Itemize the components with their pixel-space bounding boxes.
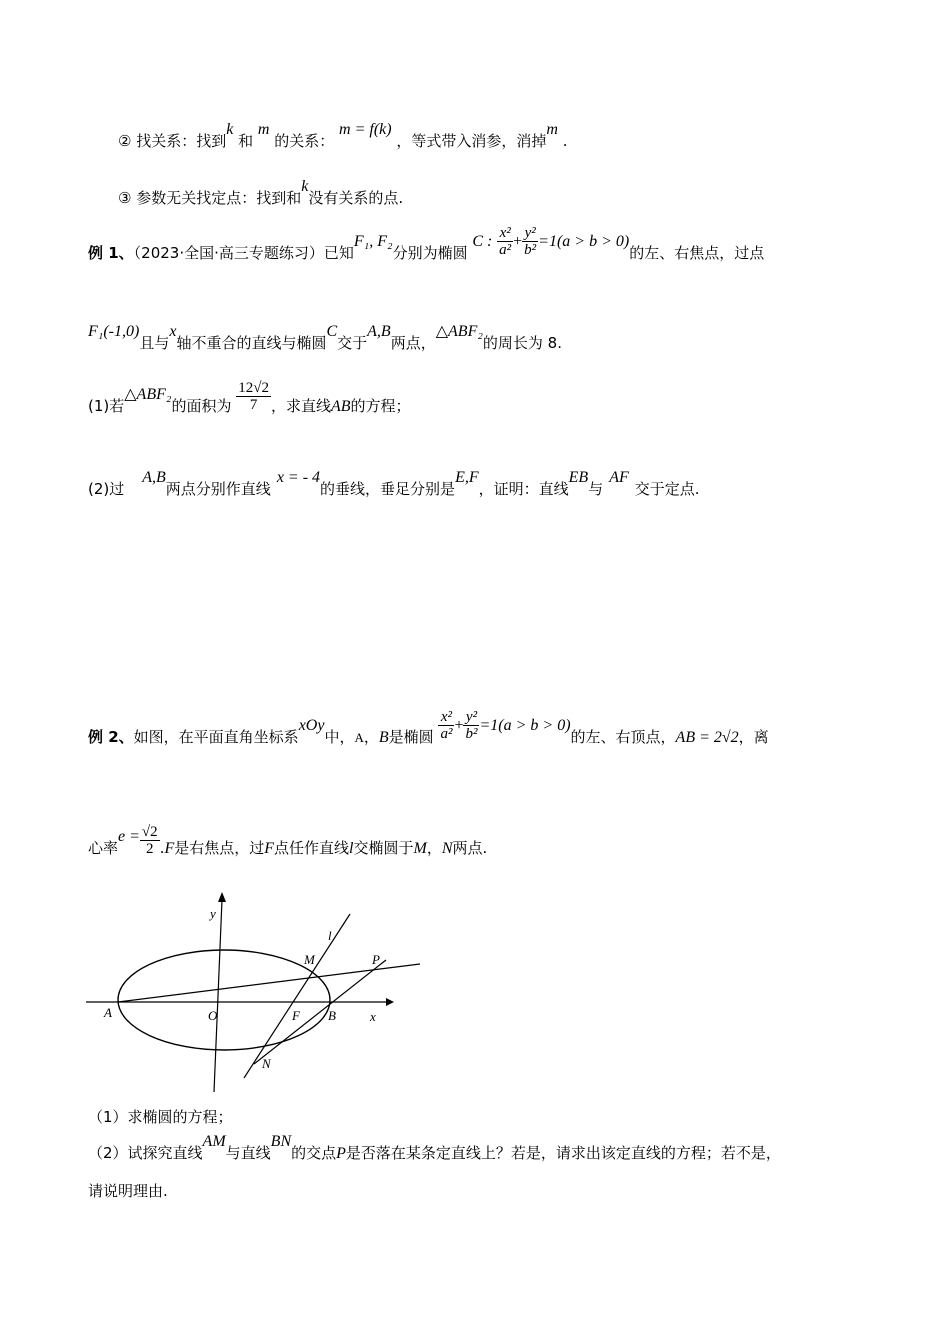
step3-line — [118, 178, 404, 210]
y-axis-arrow — [218, 892, 226, 902]
ex2-text2: 中， — [324, 728, 355, 746]
label-l: l — [328, 928, 332, 943]
step2-m: m — [257, 121, 270, 138]
label-O: O — [208, 1008, 218, 1023]
ex1-q2-eb: EB — [568, 469, 589, 486]
ex2-q2-d: 是否落在某条定直线上？若是，请求出该定直线的方程；若不是， — [345, 1144, 781, 1162]
ex2-q2-b: 与直线 — [225, 1144, 271, 1162]
ex2-comma2: ， — [426, 839, 442, 857]
x-axis-arrow — [386, 998, 394, 1006]
y-axis — [214, 900, 222, 1092]
ex1-q2-line: x = - 4 — [276, 469, 321, 486]
ex1-x: x — [169, 323, 177, 340]
ex2-q1 — [88, 1106, 233, 1128]
step2-line — [118, 121, 568, 153]
ex2-label: 例 2、 — [88, 728, 134, 746]
label-A: A — [104, 1005, 112, 1020]
ex1-text4: 轴不重合的直线与椭圆 — [176, 334, 327, 352]
ex1-q2 — [88, 469, 700, 501]
ex2-text3: 是椭圆 — [388, 728, 434, 746]
step2-and: 和 — [238, 132, 254, 150]
ex2-line1 — [88, 709, 769, 762]
ex2-plus: + — [454, 717, 464, 734]
ex2-x-num: x² — [440, 709, 453, 725]
ex1-x-fraction — [497, 225, 513, 258]
ex1-point: F₁(-1,0) — [88, 323, 140, 340]
step2-relation: 的关系： — [274, 132, 335, 150]
ex1-C: C — [326, 323, 338, 340]
ex1-label: 例 1、 — [88, 244, 134, 262]
label-F: F — [292, 1008, 300, 1023]
ex2-text8: 是右焦点，过 — [174, 839, 265, 857]
ex1-source: （2023·全国·高三专题练习）已知 — [133, 244, 354, 262]
step2-end: . — [562, 132, 568, 150]
ex2-A: A — [354, 730, 364, 745]
label-P: P — [372, 952, 380, 967]
ex2-q2-bn: BN — [270, 1133, 292, 1150]
ex1-plus: + — [513, 233, 523, 250]
line-AP — [118, 964, 420, 1002]
ex2-x-den: a² — [440, 726, 453, 742]
ex1-text5: 交于 — [337, 334, 368, 352]
ex2-B: B — [378, 729, 389, 746]
step2-m2: m — [546, 121, 558, 138]
ex1-x-den: a² — [499, 242, 512, 258]
ex2-text5: ，离 — [738, 728, 769, 746]
ex1-q2-ef: E,F — [455, 469, 479, 486]
ex2-ab: AB = 2√2 — [675, 729, 739, 746]
ex1-y-num: y² — [524, 225, 536, 241]
ex1-line1 — [88, 225, 765, 278]
ex2-text7: . — [159, 839, 165, 857]
ex2-e-num: √2 — [141, 824, 158, 840]
ex1-q1-line: AB — [330, 398, 351, 415]
label-M: M — [304, 952, 315, 967]
line-NP — [254, 960, 386, 1064]
step3-prefix: ③ 参数无关找定点：找到和 — [118, 189, 302, 207]
ex1-q1-fraction — [236, 380, 271, 413]
ex1-y-den: b² — [524, 242, 537, 258]
ex1-q1-den: 7 — [236, 396, 271, 413]
ex1-q2-c: 的垂线，垂足分别是 — [320, 480, 456, 498]
ex1-q2-d: ，证明：直线 — [478, 480, 569, 498]
ex2-text4: 的左、右顶点， — [570, 728, 676, 746]
step3-suffix: 没有关系的点. — [308, 189, 404, 207]
ex2-e: e = — [118, 828, 140, 845]
ex1-q2-af: AF — [609, 469, 629, 486]
ex1-text7: 的周长为 8. — [482, 334, 562, 352]
ex1-q1-a: (1)若 — [88, 397, 125, 415]
ex1-q1-num: 12√2 — [238, 380, 269, 396]
ex2-e-fraction — [140, 824, 160, 857]
ex2-text11: 两点. — [452, 839, 488, 857]
ex1-line2 — [88, 323, 562, 355]
ex1-q2-e: 与 — [588, 480, 604, 498]
step2-formula: m = f(k) — [339, 121, 392, 138]
ex2-text1: 如图，在平面直角坐标系 — [133, 728, 299, 746]
ex2-q2-cont — [88, 1180, 168, 1202]
label-y: y — [210, 906, 216, 921]
ex2-x-fraction — [438, 709, 454, 742]
ex2-q1-text: （1）求椭圆的方程； — [88, 1108, 233, 1126]
ex2-q2-e: 请说明理由. — [88, 1182, 168, 1200]
ex1-text1: 分别为椭圆 — [392, 244, 468, 262]
step2-k: k — [226, 121, 234, 138]
ex1-x-num: x² — [499, 225, 511, 241]
ex1-q2-points: A,B — [142, 469, 166, 486]
ex2-rhs: =1(a > b > 0) — [479, 717, 571, 734]
ex1-text2: 的左、右焦点，过点 — [629, 244, 765, 262]
ex2-text9: 点任作直线 — [274, 839, 350, 857]
ex1-q2-b: 两点分别作直线 — [165, 480, 271, 498]
ellipse — [118, 950, 330, 1050]
ex2-y-den: b² — [465, 726, 478, 742]
ex2-e-den: 2 — [140, 840, 160, 857]
ex1-AB: A,B — [367, 323, 391, 340]
label-N: N — [262, 1056, 271, 1071]
ex1-triangle: △ABF₂ — [435, 323, 483, 340]
ex1-q1-triangle: △ABF₂ — [124, 386, 172, 403]
ex2-q2-am: AM — [202, 1133, 226, 1150]
ex2-q2 — [88, 1133, 781, 1165]
ex2-l: l — [349, 840, 354, 857]
ex2-M: M — [413, 840, 427, 857]
label-B: B — [328, 1008, 336, 1023]
ex2-text10: 交椭圆于 — [353, 839, 414, 857]
ex1-foci: F₁, F₂ — [353, 233, 393, 250]
ex1-q1-d: 的方程； — [350, 397, 411, 415]
ex2-comma: ， — [363, 728, 379, 746]
ex1-text3: 且与 — [139, 334, 170, 352]
ex2-line2 — [88, 820, 487, 866]
ex2-q2-p: P — [336, 1145, 346, 1162]
ex2-y-num: y² — [465, 709, 478, 725]
ex1-q1 — [88, 380, 411, 428]
ex1-ellipse-lhs: C : — [472, 233, 493, 250]
ex1-q2-a: (2)过 — [88, 480, 125, 498]
ex2-y-fraction — [463, 709, 479, 742]
ex1-q2-f: 交于定点. — [634, 480, 700, 498]
step2-prefix: ② 找关系：找到 — [118, 132, 227, 150]
line-l — [244, 914, 350, 1078]
ex1-text6: 两点， — [390, 334, 436, 352]
ellipse-figure — [84, 892, 429, 1097]
ex2-F2: F — [264, 840, 275, 857]
ex1-rhs: =1(a > b > 0) — [538, 233, 630, 250]
ex2-F: F — [164, 840, 175, 857]
ex2-q2-c: 的交点 — [291, 1144, 337, 1162]
ex2-xoy: xOy — [298, 717, 325, 734]
step2-suffix: ，等式带入消参，消掉 — [396, 132, 547, 150]
ex1-q1-c: ，求直线 — [270, 397, 331, 415]
label-x: x — [370, 1009, 376, 1024]
ex2-q2-a: （2）试探究直线 — [88, 1144, 203, 1162]
ex2-text6: 心率 — [88, 839, 119, 857]
ex1-q1-b: 的面积为 — [171, 397, 232, 415]
step3-k: k — [301, 178, 309, 195]
ex2-N: N — [441, 840, 453, 857]
ex1-y-fraction — [522, 225, 538, 258]
